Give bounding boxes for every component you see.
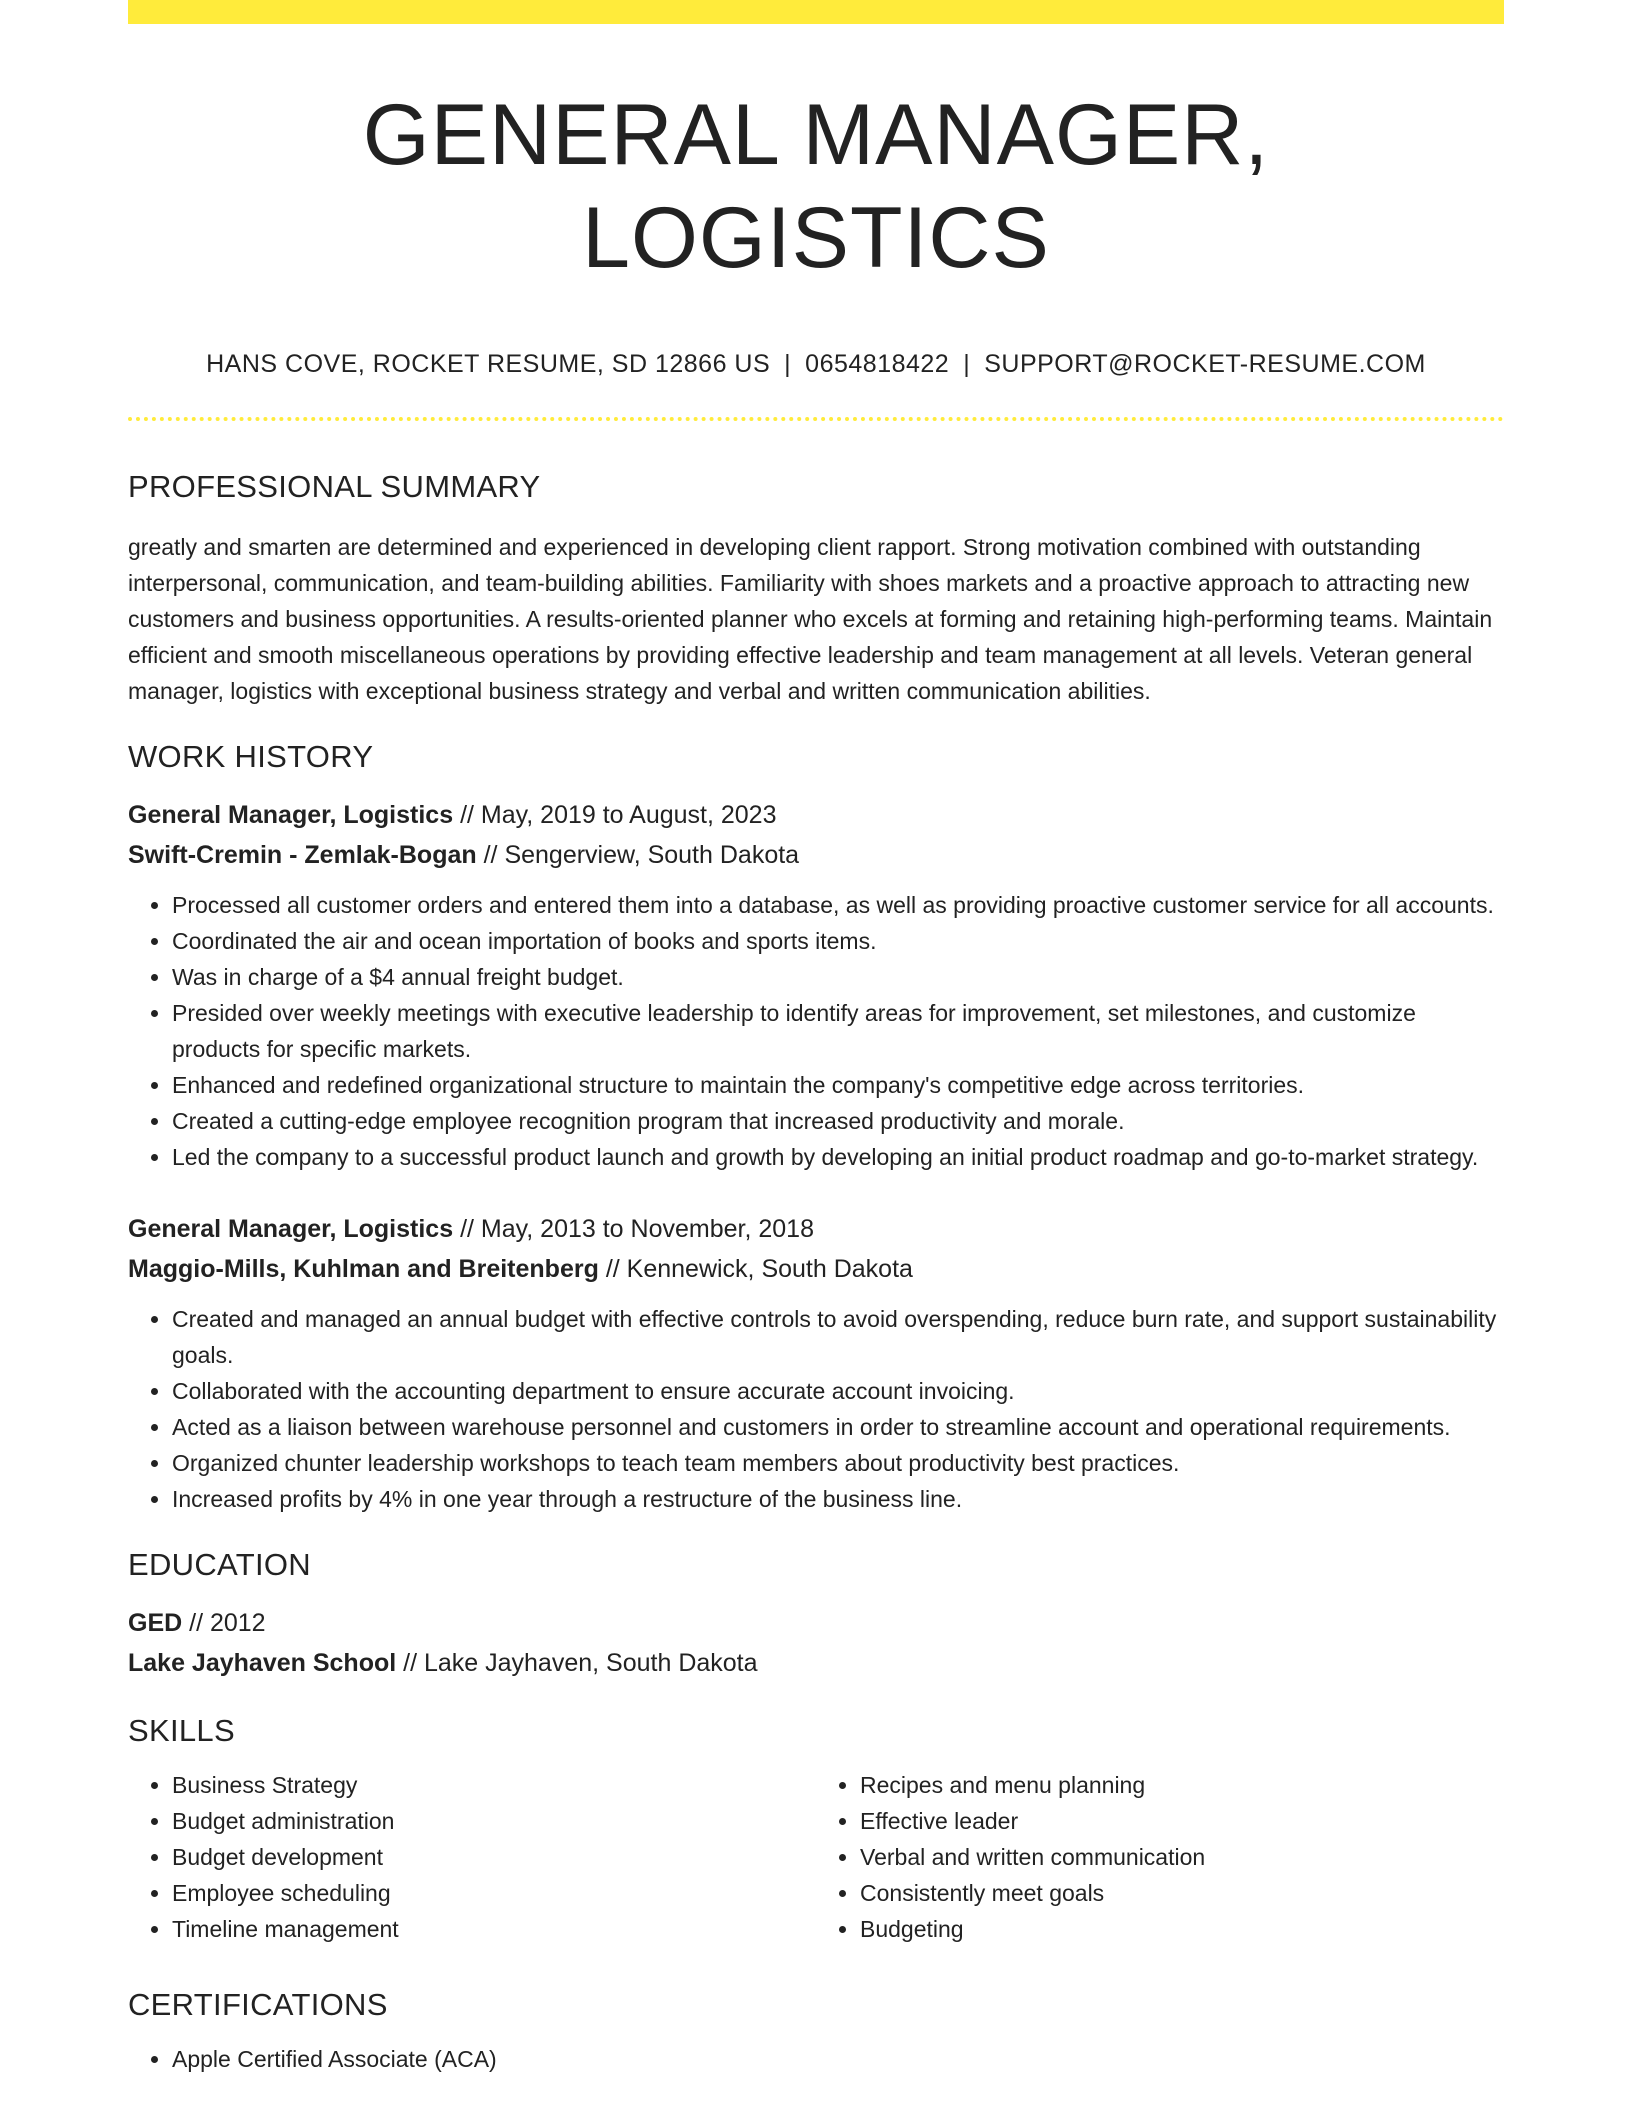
list-item: • Recipes and menu planning: [860, 1767, 1504, 1803]
education-school: Lake Jayhaven School: [128, 1649, 397, 1678]
list-item: • Effective leader: [860, 1803, 1504, 1839]
education-degree: GED: [128, 1609, 183, 1638]
education-degree-line: [128, 1603, 1504, 1643]
list-item: • Enhanced and redefined organizational structure to maintain the company's competitive edge across territories.: [172, 1067, 1504, 1103]
job-company: Swift-Cremin - Zemlak-Bogan: [128, 841, 477, 870]
job-role: General Manager, Logistics: [128, 801, 454, 830]
list-item: • Created and managed an annual budget with effective controls to avoid overspending, reduce burn rate, and support sustainability goals.: [172, 1301, 1504, 1373]
job-location: // Kennewick, South Dakota: [598, 1255, 913, 1284]
education-year: // 2012: [182, 1609, 266, 1638]
skills-left-list: [128, 1767, 816, 1947]
job-dates: // May, 2019 to August, 2023: [453, 801, 777, 830]
list-item: • Employee scheduling: [172, 1875, 816, 1911]
list-item: • Processed all customer orders and entered them into a database, as well as providing proactive customer service for all accounts.: [172, 887, 1504, 923]
section-title-summary: PROFESSIONAL SUMMARY: [128, 469, 541, 505]
job-entry-1: [128, 795, 1504, 1175]
section-title-certifications: CERTIFICATIONS: [128, 1987, 388, 2023]
contact-email: SUPPORT@ROCKET-RESUME.COM: [984, 350, 1426, 379]
list-item: • Budget development: [172, 1839, 816, 1875]
job-bullets: [128, 887, 1504, 1175]
section-title-skills: SKILLS: [128, 1713, 235, 1749]
contact-separator: |: [784, 350, 792, 379]
job-dates: // May, 2013 to November, 2018: [453, 1215, 814, 1244]
resume-content: [128, 24, 1504, 2077]
education-location: // Lake Jayhaven, South Dakota: [396, 1649, 758, 1678]
candidate-title: GENERAL MANAGER, LOGISTICS: [362, 87, 1270, 287]
job-company-line: [128, 1249, 1504, 1289]
certifications-block: [128, 2041, 1504, 2077]
job-role-line: [128, 1209, 1504, 1249]
job-entry-2: [128, 1209, 1504, 1517]
dotted-divider: [128, 417, 1504, 421]
job-role: General Manager, Logistics: [128, 1215, 454, 1244]
list-item: • Apple Certified Associate (ACA): [172, 2041, 1504, 2077]
job-location: // Sengerview, South Dakota: [476, 841, 800, 870]
list-item: • Presided over weekly meetings with executive leadership to identify areas for improvement, set milestones, and customize products for specific markets.: [172, 995, 1504, 1067]
list-item: • Timeline management: [172, 1911, 816, 1947]
skills-columns: [128, 1767, 1504, 1947]
job-role-line: [128, 795, 1504, 835]
list-item: • Organized chunter leadership workshops to teach team members about productivity best practices.: [172, 1445, 1504, 1481]
contact-address: HANS COVE, ROCKET RESUME, SD 12866 US: [206, 350, 771, 379]
contact-separator: |: [963, 350, 971, 379]
list-item: • Created a cutting-edge employee recognition program that increased productivity and morale.: [172, 1103, 1504, 1139]
contact-line: [128, 350, 1504, 379]
education-entry: [128, 1603, 1504, 1683]
education-school-line: [128, 1643, 1504, 1683]
list-item: • Consistently meet goals: [860, 1875, 1504, 1911]
list-item: • Was in charge of a $4 annual freight budget.: [172, 959, 1504, 995]
certifications-list: [128, 2041, 1504, 2077]
list-item: • Led the company to a successful product launch and growth by developing an initial product roadmap and go-to-market strategy.: [172, 1139, 1504, 1175]
list-item: • Verbal and written communication: [860, 1839, 1504, 1875]
list-item: • Collaborated with the accounting department to ensure accurate account invoicing.: [172, 1373, 1504, 1409]
list-item: • Budget administration: [172, 1803, 816, 1839]
job-company: Maggio-Mills, Kuhlman and Breitenberg: [128, 1255, 599, 1284]
skills-right-list: [816, 1767, 1504, 1947]
list-item: • Business Strategy: [172, 1767, 816, 1803]
summary-text: greatly and smarten are determined and experienced in developing client rapport. Strong motivation combined with outstanding interpersonal, communication, and team-building abilities. Familiarity with shoes markets and a proactive approach to attracting new customers and business opportunities. A results-oriented planner who excels at forming and retaining high-performing teams. Maintain efficient and smooth miscellaneous operations by providing effective leadership and team management at all levels. Veteran general manager, logistics with exceptional business strategy and verbal and written communication abilities.: [128, 534, 1493, 705]
list-item: • Budgeting: [860, 1911, 1504, 1947]
list-item: • Increased profits by 4% in one year through a restructure of the business line.: [172, 1481, 1504, 1517]
contact-phone: 0654818422: [805, 350, 950, 379]
job-company-line: [128, 835, 1504, 875]
list-item: • Acted as a liaison between warehouse personnel and customers in order to streamline account and operational requirements.: [172, 1409, 1504, 1445]
accent-bar: [128, 0, 1504, 24]
list-item: • Coordinated the air and ocean importation of books and sports items.: [172, 923, 1504, 959]
section-title-education: EDUCATION: [128, 1547, 311, 1583]
job-bullets: [128, 1301, 1504, 1517]
section-title-work: WORK HISTORY: [128, 739, 374, 775]
